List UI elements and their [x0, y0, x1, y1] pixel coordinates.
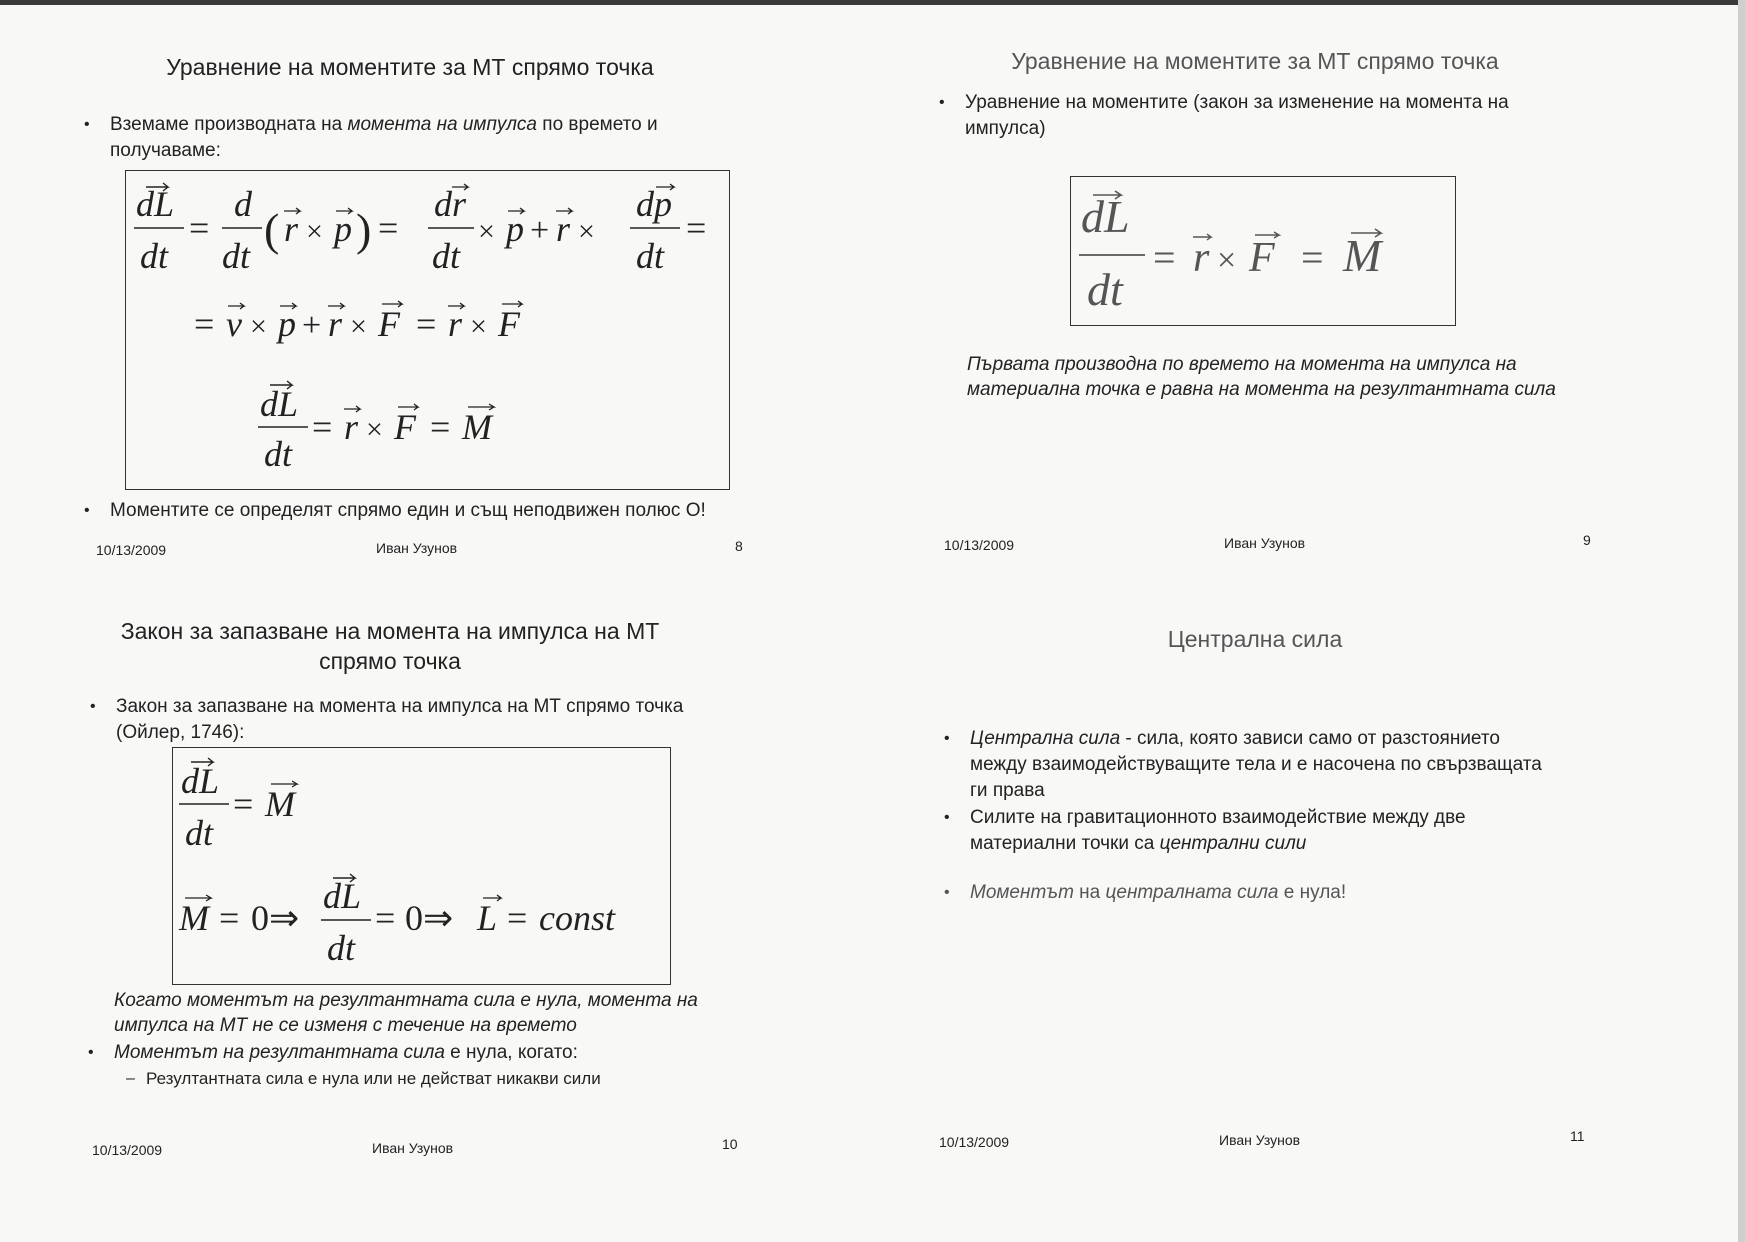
math-M: M: [265, 784, 295, 824]
math-eq: =: [189, 208, 210, 248]
footer-page: 11: [1570, 1128, 1585, 1144]
math-implies: ⇒: [423, 898, 454, 938]
math-d: d: [234, 184, 252, 224]
math-eq: =: [375, 898, 396, 938]
footer-author: Иван Узунов: [376, 540, 458, 556]
math-eq: =: [1153, 235, 1176, 280]
math-implies: ⇒: [269, 898, 300, 938]
math-eq: =: [378, 208, 399, 248]
math-r: r: [328, 304, 343, 344]
math-p: p: [334, 209, 352, 249]
math-dp: dp: [636, 184, 672, 224]
footer-date: 10/13/2009: [939, 1134, 1010, 1150]
math-r: r: [1193, 235, 1210, 281]
footer-author: Иван Узунов: [1224, 535, 1306, 551]
math-times: ×: [306, 215, 323, 248]
math-dr: dr: [434, 184, 467, 224]
bullet: • Закон за запазване на момента на импулса на МТ спрямо точка (Ойлер, 1746):: [90, 696, 684, 743]
math-eq: =: [686, 208, 707, 248]
slide-title: Централна сила: [1167, 626, 1343, 652]
footer-date: 10/13/2009: [92, 1142, 163, 1158]
math-dt: dt: [264, 434, 293, 474]
formula-svg: [1071, 177, 1455, 325]
math-dt: dt: [636, 236, 665, 276]
math-eq: =: [430, 407, 451, 447]
bullet-dot: •: [88, 1044, 94, 1061]
math-times: ×: [250, 310, 267, 343]
bullet: • Моментът на резултантната сила е нула, когато:: [114, 1040, 814, 1066]
footer-page: 8: [735, 538, 743, 554]
math-rpar: ): [356, 204, 372, 255]
math-F: F: [498, 304, 520, 344]
bullet-dot: •: [944, 809, 950, 826]
math-lpar: (: [264, 204, 280, 255]
math-eq: =: [312, 407, 333, 447]
dash: –: [126, 1070, 135, 1087]
math-dt: dt: [222, 236, 251, 276]
math-p: p: [278, 304, 296, 344]
math-p: p: [506, 209, 524, 249]
math-const: const: [539, 898, 615, 938]
math-dL: dL: [136, 184, 175, 224]
formula-box: [1070, 176, 1456, 326]
math-v: v: [226, 304, 242, 344]
bullet: • Моментът на централната сила е нула!: [970, 880, 1610, 906]
math-zero: 0: [251, 898, 269, 938]
slide-title: Закон за запазване на момента на импулса на МТ спрямо точка: [120, 618, 660, 674]
slide-title: Уравнение на моментите за МТ спрямо точка: [166, 54, 654, 80]
footer-page: 9: [1583, 532, 1591, 548]
math-dt: dt: [140, 236, 169, 276]
math-F: F: [394, 407, 416, 447]
slide-9: [915, 40, 1715, 630]
bullet: • Вземаме производната на момента на импулса по времето и получаваме:: [84, 114, 658, 161]
math-r: r: [556, 209, 571, 249]
footer-date: 10/13/2009: [96, 542, 167, 558]
math-times: ×: [478, 215, 495, 248]
math-dL: dL: [260, 384, 299, 424]
math-eq: =: [233, 784, 254, 824]
formula-svg: [173, 748, 670, 984]
formula-svg: [126, 171, 729, 489]
footer-author: Иван Узунов: [1219, 1132, 1301, 1148]
formula-box: [125, 170, 730, 490]
math-times: ×: [366, 413, 383, 446]
slide-10: [70, 618, 870, 1220]
footer-page: 10: [722, 1136, 738, 1152]
slide-8: [70, 40, 870, 630]
bullet-dot: •: [84, 502, 90, 519]
bullet-dot: •: [944, 730, 950, 747]
math-zero: 0: [405, 898, 423, 938]
math-plus: +: [302, 307, 322, 344]
math-r: r: [284, 209, 299, 249]
bullet: • Централна сила - сила, която зависи само от разстоянието между взаимодействуващите тела и е насочена по свързващата ги права: [944, 728, 1542, 801]
math-M: M: [462, 407, 492, 447]
math-times: ×: [350, 310, 367, 343]
math-dL: dL: [181, 761, 220, 801]
footer-date: 10/13/2009: [944, 537, 1015, 553]
bullet-dot: •: [90, 698, 96, 715]
math-times: ×: [470, 310, 487, 343]
math-L: L: [477, 898, 498, 938]
footer-author: Иван Узунов: [372, 1140, 454, 1156]
math-eq: =: [219, 898, 240, 938]
math-plus: +: [530, 212, 550, 249]
slide-title: Уравнение на моментите за МТ спрямо точка: [1011, 48, 1499, 74]
math-eq: =: [416, 304, 437, 344]
math-eq: =: [194, 304, 215, 344]
bullet: • Моментите се определят спрямо един и същ неподвижен полюс О!: [110, 498, 810, 524]
math-eq: =: [1301, 235, 1324, 280]
math-F: F: [1249, 235, 1275, 281]
math-M: M: [1343, 230, 1382, 281]
bullet-dot: •: [84, 116, 90, 133]
math-F: F: [378, 304, 400, 344]
math-dL: dL: [1081, 191, 1130, 242]
bullet: • Силите на гравитационното взаимодействие между две материални точки са централни сили: [944, 807, 1466, 854]
math-eq: =: [507, 898, 528, 938]
math-M: M: [179, 898, 209, 938]
math-dL: dL: [323, 876, 362, 916]
math-dt: dt: [327, 928, 356, 968]
slide-11: [915, 626, 1715, 1220]
math-dt: dt: [185, 813, 214, 853]
scan-right-edge: [1738, 0, 1745, 1242]
bullet-dot: •: [939, 94, 945, 111]
italic-note: Когато моментът на резултантната сила е нула, момента на импулса на МТ не се изменя с течение на времето: [114, 990, 698, 1036]
math-times: ×: [578, 215, 595, 248]
math-dt: dt: [432, 236, 461, 276]
formula-box: [172, 747, 671, 985]
italic-note: Първата производна по времето на момента на импулса на материална точка е равна на момента на резултантната сила: [967, 354, 1556, 400]
math-r: r: [344, 407, 359, 447]
math-times: ×: [1217, 242, 1237, 279]
math-r: r: [448, 304, 463, 344]
sub-bullet: – Резултантната сила е нула или не действат никакви сили: [146, 1066, 846, 1092]
bullet: • Уравнение на моментите (закон за изменение на момента на импулса): [939, 92, 1509, 139]
math-dt: dt: [1087, 264, 1123, 315]
bullet-dot: •: [944, 884, 950, 901]
